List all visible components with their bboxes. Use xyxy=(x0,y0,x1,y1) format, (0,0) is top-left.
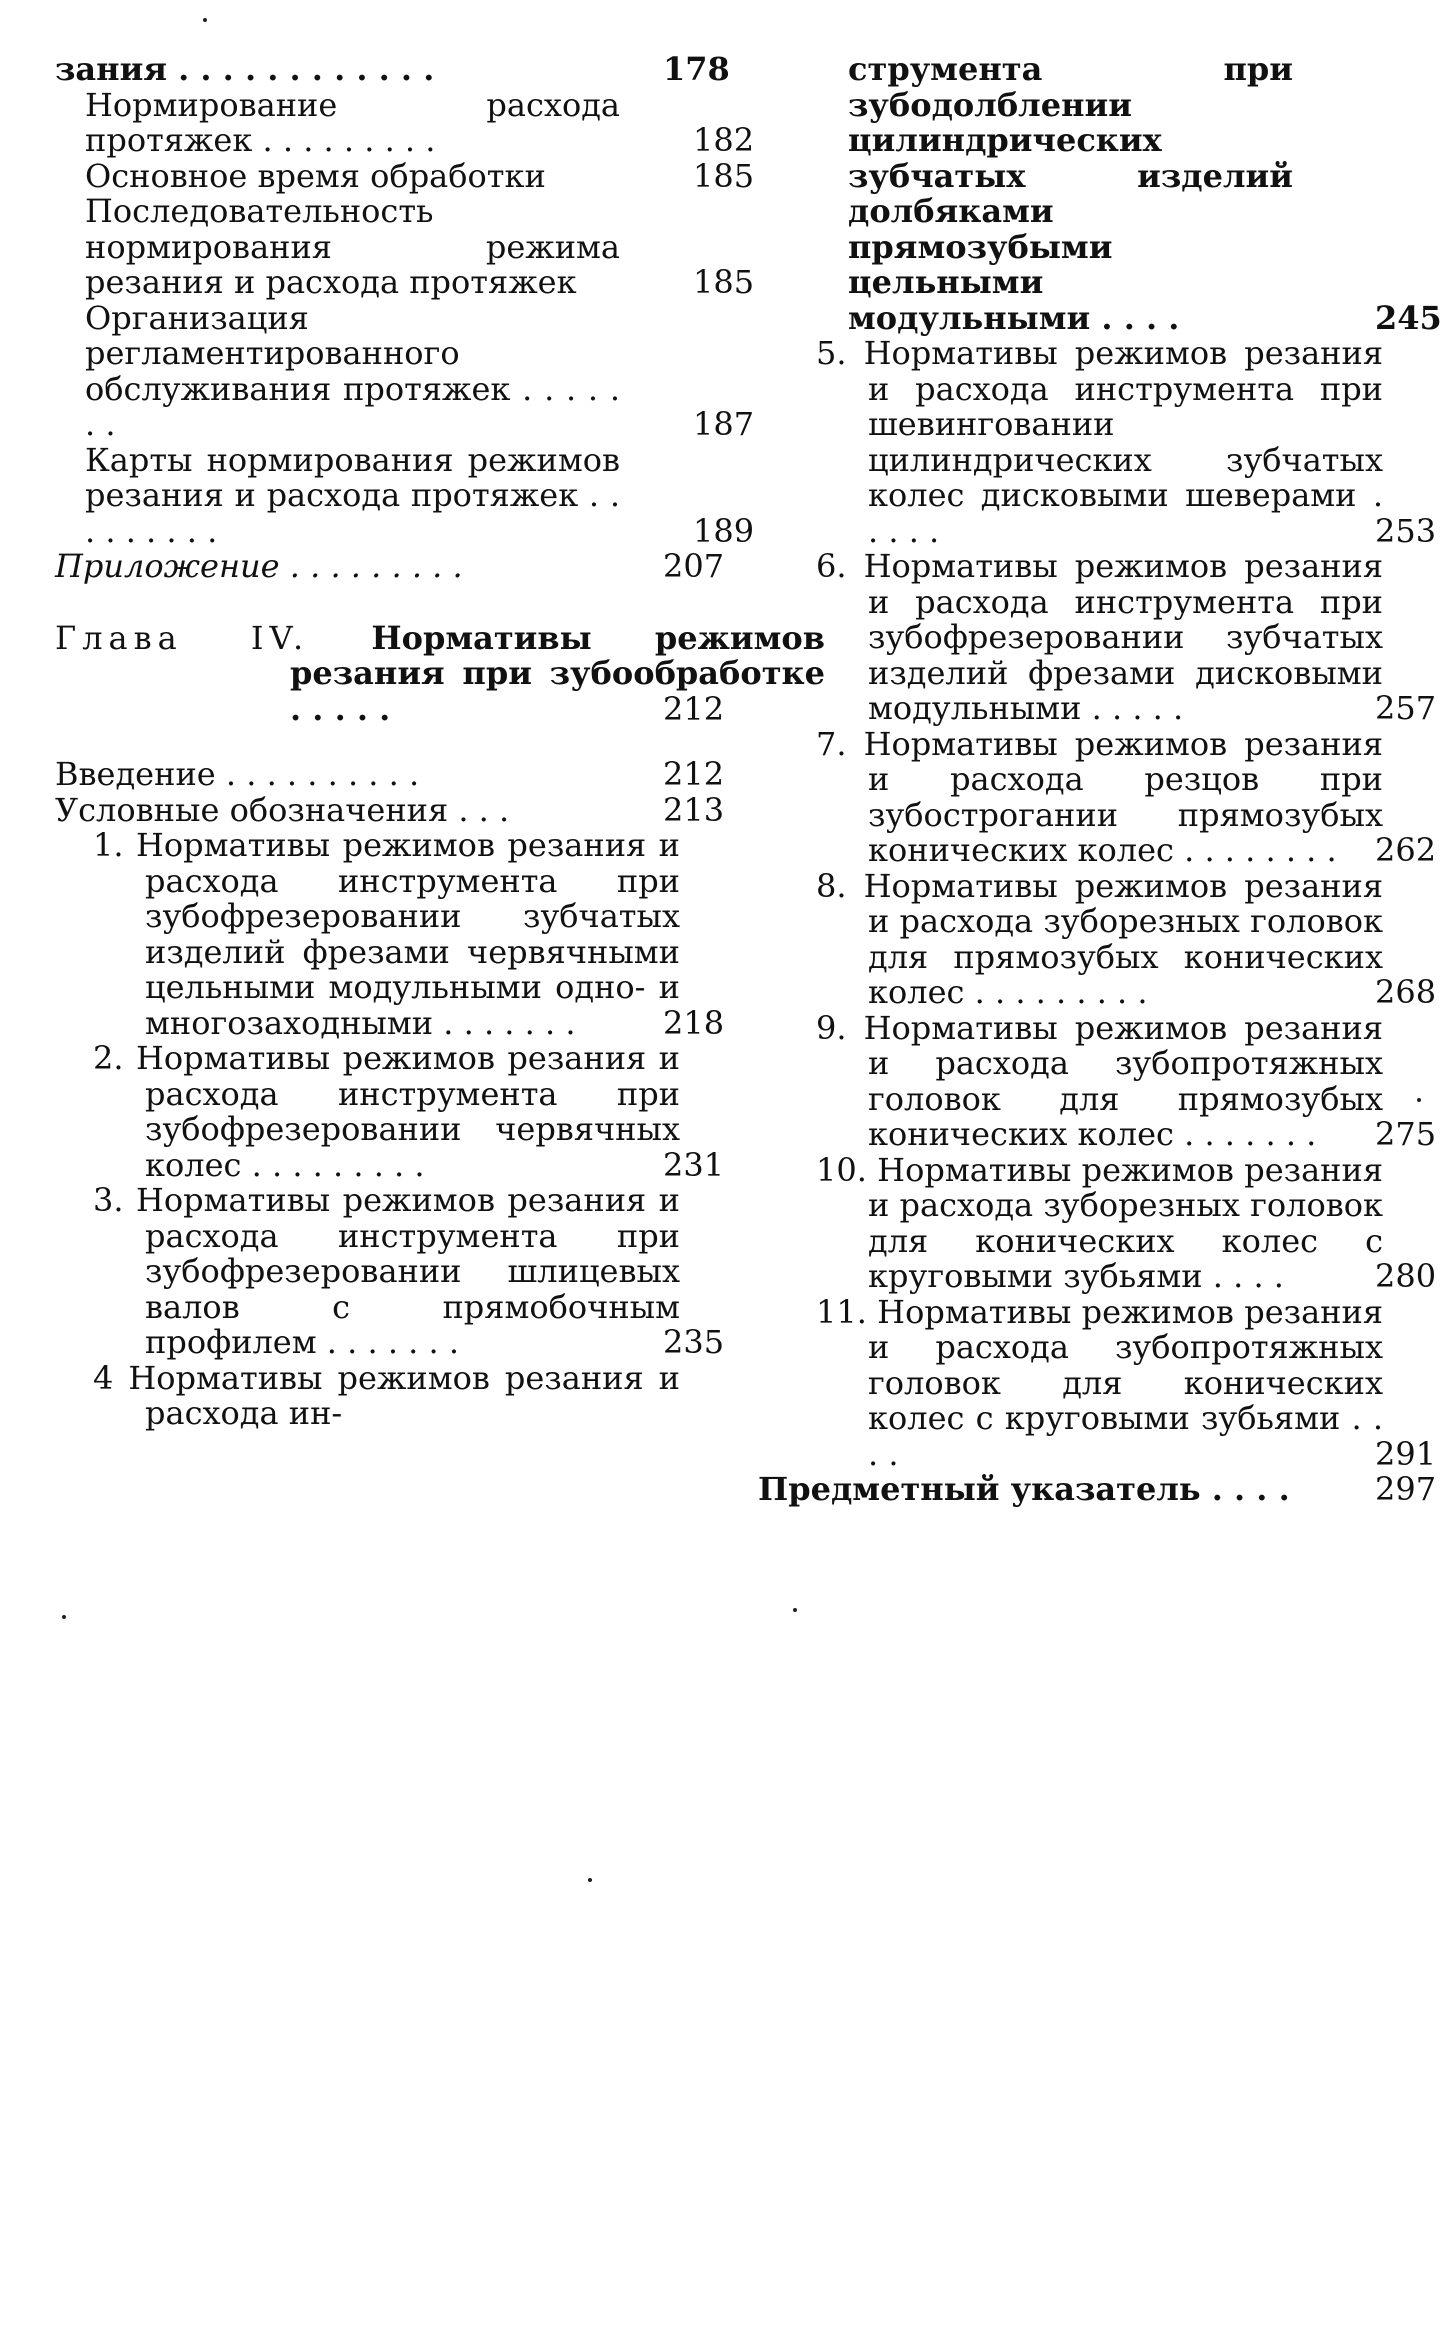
toc-entry-page: 212 xyxy=(663,689,725,728)
entry-text: Нормативы режимов резания и расхода зубопротяжных головок для конических колес с круговыми зубьями . . . . xyxy=(868,1292,1384,1473)
speck xyxy=(62,1615,66,1619)
toc-entry-title xyxy=(55,1041,680,1183)
toc-entry-page: 262 xyxy=(1375,831,1437,869)
toc-entry-numbered xyxy=(55,1041,725,1183)
toc-entry-title xyxy=(778,549,1383,727)
entry-text: Нормативы режимов резания и расхода инструмента при зубофрезеровании зубчатых изделий фрезами червячными цельными модульными одно- и многозаходными . . . . . . . xyxy=(136,826,681,1042)
toc-entry-numbered xyxy=(778,334,1437,550)
entry-number: 8. xyxy=(816,866,847,905)
toc-entry-title: Приложение . . . . . . . . . xyxy=(55,547,463,585)
entry-text: Нормативы режимов резания и расхода зуборезных головок для конических колес с круговыми зубьями . . . . xyxy=(868,1150,1384,1295)
toc-entry-continued xyxy=(778,50,1442,337)
toc-entry xyxy=(85,440,755,550)
toc-left-column xyxy=(55,50,826,1432)
toc-entry-page: 235 xyxy=(663,1323,725,1361)
toc-entry-page: 178 xyxy=(663,50,730,88)
toc-entry-title: Нормирование расхода протяжек . . . . . . . . . xyxy=(85,85,620,159)
toc-entry-page: 245 xyxy=(1375,298,1442,337)
toc-entry-numbered xyxy=(778,1150,1437,1295)
toc-entry-title: Введение . . . . . . . . . . xyxy=(55,755,420,793)
toc-entry-title xyxy=(55,1358,681,1432)
toc-entry-title: Организация регламентированного обслуживания протяжек . . . . . . . xyxy=(85,298,620,443)
entry-text: Нормативы режимов резания и расхода резцов при зубострогании прямозубых конических колес . . . . . . . . xyxy=(863,724,1384,869)
toc-entry-page: 182 xyxy=(693,121,755,159)
toc-entry-title xyxy=(778,724,1384,869)
toc-entry xyxy=(55,790,725,829)
entry-number: 3. xyxy=(93,1181,124,1219)
toc-entry-page: 185 xyxy=(693,156,755,195)
entry-number: 6. xyxy=(816,547,847,585)
toc-entry-title xyxy=(778,1150,1384,1295)
entry-text: Нормативы режимов резания и расхода инструмента при зубофрезеровании зубчатых изделий фрезами дисковыми модульными . . . . . xyxy=(863,547,1384,727)
entry-text: Нормативы режимов резания и расхода инструмента при зубофрезеровании шлицевых валов с прямобочным профилем . . . . . . . xyxy=(136,1181,681,1361)
toc-entry-title xyxy=(778,1292,1384,1473)
toc-right-column xyxy=(758,50,1442,1508)
toc-entry-numbered xyxy=(778,1292,1437,1473)
toc-entry-title xyxy=(55,1183,680,1361)
entry-text: Нормативы режимов резания и расхода ин- xyxy=(128,1358,681,1432)
toc-entry-page: 207 xyxy=(663,547,725,585)
toc-entry-title: струмента при зубодолблении цилиндрических зубчатых изделий долбяками прямозубыми цельными модульными . . . . xyxy=(848,50,1293,337)
toc-entry-numbered xyxy=(778,724,1437,869)
toc-entry xyxy=(55,757,725,793)
toc-entry-title: Предметный указатель . . . . xyxy=(758,1470,1290,1508)
speck xyxy=(793,1608,797,1612)
toc-entry-title xyxy=(778,1008,1384,1153)
entry-text: Нормативы режимов резания и расхода инструмента при шевинговании цилиндрических зубчатых колес дисковыми шеверами . . . . . xyxy=(863,334,1384,550)
toc-entry-title: Основное время обработки xyxy=(85,156,546,195)
toc-entry-title xyxy=(778,336,1383,549)
toc-entry-page: 253 xyxy=(1375,511,1437,550)
toc-entry-page: 189 xyxy=(693,511,755,550)
toc-entry-numbered xyxy=(778,1008,1437,1153)
toc-entry-page: 268 xyxy=(1375,973,1437,1011)
toc-entry-page: 212 xyxy=(663,755,725,793)
entry-number: 4 xyxy=(93,1358,114,1397)
toc-chapter-heading xyxy=(55,618,826,728)
toc-entry-numbered xyxy=(778,547,1437,727)
entry-number: 2. xyxy=(93,1039,124,1077)
toc-entry-page: 280 xyxy=(1375,1257,1437,1295)
toc-entry xyxy=(85,192,755,301)
toc-entry-page: 257 xyxy=(1375,689,1437,727)
entry-number: 9. xyxy=(816,1008,847,1047)
toc-entry xyxy=(85,156,755,195)
speck xyxy=(588,1878,592,1882)
toc-entry-title: Последовательность нормирования режима резания и расхода протяжек xyxy=(85,192,620,301)
toc-entry-page: 231 xyxy=(663,1145,725,1184)
toc-entry-index xyxy=(758,1470,1437,1508)
entry-number: 10. xyxy=(816,1150,867,1189)
toc-entry-numbered xyxy=(55,828,725,1041)
entry-number: 1. xyxy=(93,826,124,864)
entry-text: Нормативы режимов резания и расхода зубопротяжных головок для прямозубых конических колес . . . . . . . xyxy=(863,1008,1384,1153)
chapter-name: Нормативы режимов резания при зубообработке . . . . . xyxy=(290,618,826,728)
entry-text: Нормативы режимов резания и расхода инструмента при зубофрезеровании червячных колес . . . . . . . . . xyxy=(136,1039,681,1184)
toc-entry-title: Карты нормирования режимов резания и расхода протяжек . . . . . . . . . xyxy=(85,440,620,550)
toc-entry-appendix xyxy=(55,549,725,585)
toc-entry-page: 218 xyxy=(663,1003,725,1042)
toc-entry-numbered xyxy=(778,866,1437,1011)
entry-number: 5. xyxy=(816,334,847,372)
speck xyxy=(203,18,207,22)
entry-number: 7. xyxy=(816,724,847,763)
toc-entry-title: зания . . . . . . . . . . . . xyxy=(55,50,435,88)
toc-entry-page: 297 xyxy=(1375,1470,1437,1508)
toc-entry-page: 213 xyxy=(663,790,725,829)
toc-entry-title xyxy=(55,828,680,1041)
toc-entry-page: 275 xyxy=(1375,1115,1437,1153)
toc-entry-title xyxy=(778,866,1384,1011)
toc-entry xyxy=(55,50,730,88)
entry-text: Нормативы режимов резания и расхода зуборезных головок для прямозубых конических колес . . . . . . . . . xyxy=(863,866,1384,1011)
toc-entry-numbered xyxy=(55,1183,725,1361)
entry-number: 11. xyxy=(816,1292,867,1331)
toc-entry xyxy=(85,85,755,159)
toc-entry-page: 291 xyxy=(1375,1434,1437,1473)
chapter-label: Глава IV. xyxy=(55,618,310,657)
toc-entry-page: 187 xyxy=(693,405,755,443)
toc-entry-page: 185 xyxy=(693,263,755,301)
toc-entry-title: Условные обозначения . . . xyxy=(55,790,510,829)
toc-entry xyxy=(85,298,755,443)
toc-entry-numbered xyxy=(55,1358,725,1432)
